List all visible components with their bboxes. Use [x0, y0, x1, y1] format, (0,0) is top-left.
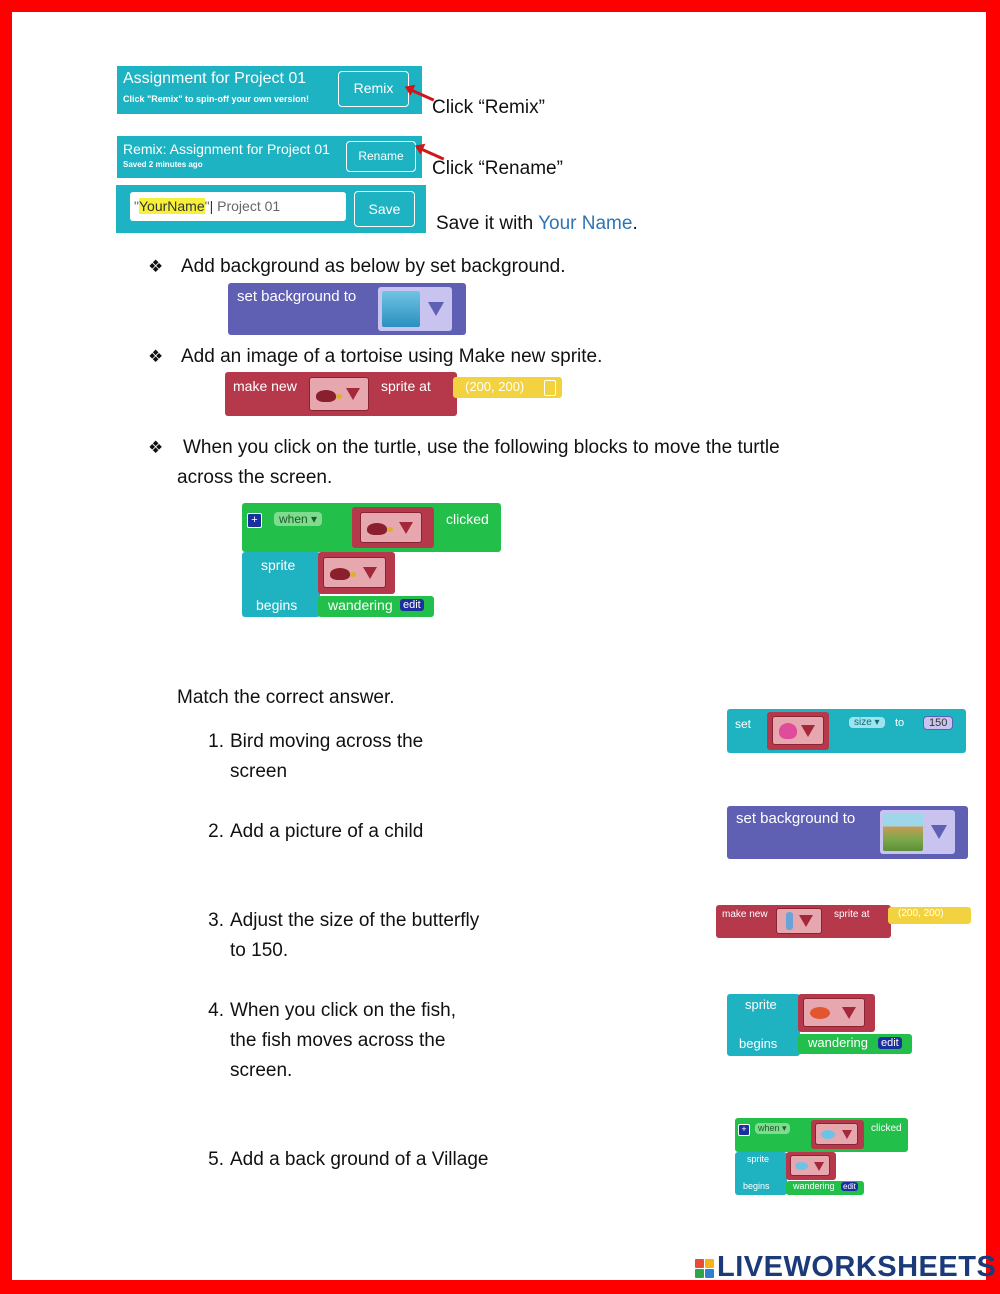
plus-icon[interactable]: + — [247, 513, 262, 528]
coords-value: (200, 200) — [898, 908, 944, 919]
turtle-icon — [330, 568, 350, 580]
begins-label: begins — [739, 1036, 778, 1051]
butterfly-selector — [772, 716, 824, 745]
match-item-number: 5. — [208, 1149, 224, 1170]
save-instruction-name: Your Name — [538, 213, 633, 234]
wandering-block — [798, 1034, 912, 1054]
saved-text: Saved 2 minutes ago — [123, 160, 203, 169]
match-item-line-1: Add a back ground of a Village — [230, 1149, 489, 1170]
when-dropdown: when ▾ — [755, 1123, 790, 1134]
turtle-selector[interactable] — [360, 512, 422, 543]
rename-instruction: Click “Rename” — [432, 158, 563, 179]
match-heading: Match the correct answer. — [177, 687, 395, 708]
sprite-label: sprite — [747, 1154, 770, 1164]
save-button[interactable]: Save — [354, 191, 415, 227]
when-fish-holder — [811, 1120, 864, 1149]
remix-instruction: Click “Remix” — [432, 97, 545, 118]
make-new-sprite-block — [225, 372, 457, 416]
turtle-icon — [367, 523, 387, 535]
match-item-3 — [200, 906, 530, 966]
when-fish-clicked-block[interactable] — [735, 1118, 908, 1152]
sprite-label: sprite — [261, 557, 296, 573]
match-item-line-2: to 150. — [230, 940, 289, 961]
make-new-label: make new — [722, 909, 768, 920]
assignment-title: Assignment for Project 01 — [123, 70, 307, 87]
chevron-down-icon — [814, 1162, 824, 1171]
fish-selector — [815, 1123, 858, 1145]
bullet-icon: ❖ — [148, 438, 164, 457]
step-3-text-line-2: across the screen. — [177, 467, 333, 488]
chevron-down-icon — [842, 1130, 852, 1139]
size-value: 150 — [923, 716, 953, 730]
match-item-5 — [200, 1145, 530, 1175]
wandering-label: wandering — [808, 1035, 868, 1050]
save-instruction-prefix: Save it with — [436, 213, 539, 234]
village-background-thumbnail — [883, 813, 923, 851]
butterfly-icon — [779, 723, 797, 739]
child-icon — [786, 912, 793, 930]
match-item-number: 2. — [208, 821, 224, 842]
match-item-1 — [200, 727, 520, 787]
fish-holder — [798, 994, 875, 1032]
pin-icon — [544, 380, 556, 396]
match-item-number: 3. — [208, 910, 224, 931]
fish-icon — [795, 1162, 808, 1170]
fish-icon — [821, 1130, 835, 1139]
water-background-thumbnail — [382, 291, 420, 327]
edit-button: edit — [878, 1037, 902, 1049]
wandering-label: wandering — [793, 1181, 835, 1191]
match-item-number: 4. — [208, 1000, 224, 1021]
set-background-label: set background to — [736, 810, 856, 827]
to-label: to — [895, 717, 905, 729]
wandering-block-small — [786, 1181, 864, 1195]
remix-button[interactable]: Remix — [338, 71, 409, 107]
background-selector[interactable] — [378, 287, 452, 331]
liveworksheets-logo-icon — [695, 1259, 715, 1279]
name-quote-close: " — [204, 198, 210, 214]
bullet-icon: ❖ — [148, 347, 164, 366]
set-background-label: set background to — [237, 288, 357, 305]
match-item-2 — [200, 817, 520, 847]
edit-button: edit — [843, 1182, 856, 1191]
match-item-line-1: Adjust the size of the butterfly — [230, 910, 480, 931]
set-background-block — [228, 283, 466, 335]
coords-block — [888, 907, 971, 924]
match-item-line-1: When you click on the fish, — [230, 1000, 456, 1021]
remix-title: Remix: Assignment for Project 01 — [123, 141, 330, 157]
make-new-child-block[interactable] — [716, 905, 891, 938]
chevron-down-icon — [842, 1007, 856, 1019]
save-instruction — [436, 213, 638, 235]
wandering-block — [318, 596, 434, 617]
fish-selector — [790, 1155, 830, 1176]
fish-sprite-begins-block[interactable] — [727, 994, 800, 1056]
assignment-bar — [117, 66, 422, 114]
remix-bar — [117, 136, 422, 178]
plus-icon: + — [738, 1124, 750, 1136]
match-item-number: 1. — [208, 731, 224, 752]
match-item-line-1: Add a picture of a child — [230, 821, 424, 842]
coords-block — [453, 377, 562, 398]
sprite-at-label: sprite at — [381, 378, 431, 394]
save-instruction-suffix: . — [632, 213, 638, 234]
sprite-holder — [318, 552, 395, 594]
turtle-selector[interactable] — [323, 557, 386, 588]
liveworksheets-logo: LIVEWORKSHEETS — [717, 1251, 997, 1283]
project-name-field[interactable]: "YourName"| Project 01 — [130, 192, 346, 221]
step-2-text: Add an image of a tortoise using Make new sprite. — [181, 346, 603, 367]
name-suffix: Project 01 — [217, 198, 281, 214]
when-dropdown[interactable]: when ▾ — [274, 512, 322, 526]
when-clicked-block — [242, 503, 501, 552]
butterfly-holder — [767, 712, 829, 750]
name-placeholder: YourName — [138, 198, 205, 214]
chevron-down-icon — [799, 915, 813, 927]
sprite-label: sprite — [745, 997, 777, 1012]
match-item-line-2: screen — [230, 761, 288, 782]
when-sprite-holder — [352, 507, 434, 548]
begins-label: begins — [256, 597, 298, 613]
begins-label: begins — [743, 1181, 770, 1191]
coords-value: (200, 200) — [465, 379, 525, 394]
edit-button[interactable]: edit — [400, 599, 424, 611]
step-3-text-line-1: When you click on the turtle, use the following blocks to move the turtle — [183, 437, 780, 458]
clicked-label: clicked — [871, 1123, 902, 1134]
child-selector — [776, 908, 822, 934]
sprite-begins-block — [242, 552, 320, 617]
fish-selector — [803, 998, 865, 1027]
assignment-hint: Click "Remix" to spin-off your own version! — [123, 94, 310, 104]
sprite-at-label: sprite at — [834, 909, 870, 920]
village-background-block[interactable] — [727, 806, 968, 859]
name-quote-open: " — [134, 198, 139, 214]
bullet-icon: ❖ — [148, 257, 164, 276]
fish-sprite-begins-block-small — [735, 1152, 787, 1195]
set-label: set — [735, 717, 752, 731]
tortoise-icon — [316, 390, 336, 402]
chevron-down-icon — [801, 725, 815, 737]
step-1-text: Add background as below by set background. — [181, 256, 566, 277]
save-bar — [116, 185, 426, 233]
rename-button[interactable]: Rename — [346, 141, 416, 172]
make-new-label: make new — [233, 378, 297, 394]
chevron-down-icon — [399, 522, 413, 534]
tortoise-selector[interactable] — [309, 377, 369, 411]
background-selector — [880, 810, 955, 854]
chevron-down-icon — [428, 302, 444, 316]
match-item-line-1: Bird moving across the — [230, 731, 424, 752]
match-item-line-2: the fish moves across the — [230, 1030, 446, 1051]
size-dropdown: size ▾ — [849, 717, 885, 728]
chevron-down-icon — [346, 388, 360, 400]
wandering-label: wandering — [328, 597, 393, 613]
fish-holder-small — [786, 1152, 836, 1180]
set-size-block[interactable] — [727, 709, 966, 753]
chevron-down-icon — [363, 567, 377, 579]
match-item-4 — [200, 996, 520, 1086]
match-item-line-3: screen. — [230, 1060, 293, 1081]
clicked-label: clicked — [446, 511, 489, 527]
fish-icon — [810, 1007, 830, 1019]
chevron-down-icon — [931, 825, 947, 839]
